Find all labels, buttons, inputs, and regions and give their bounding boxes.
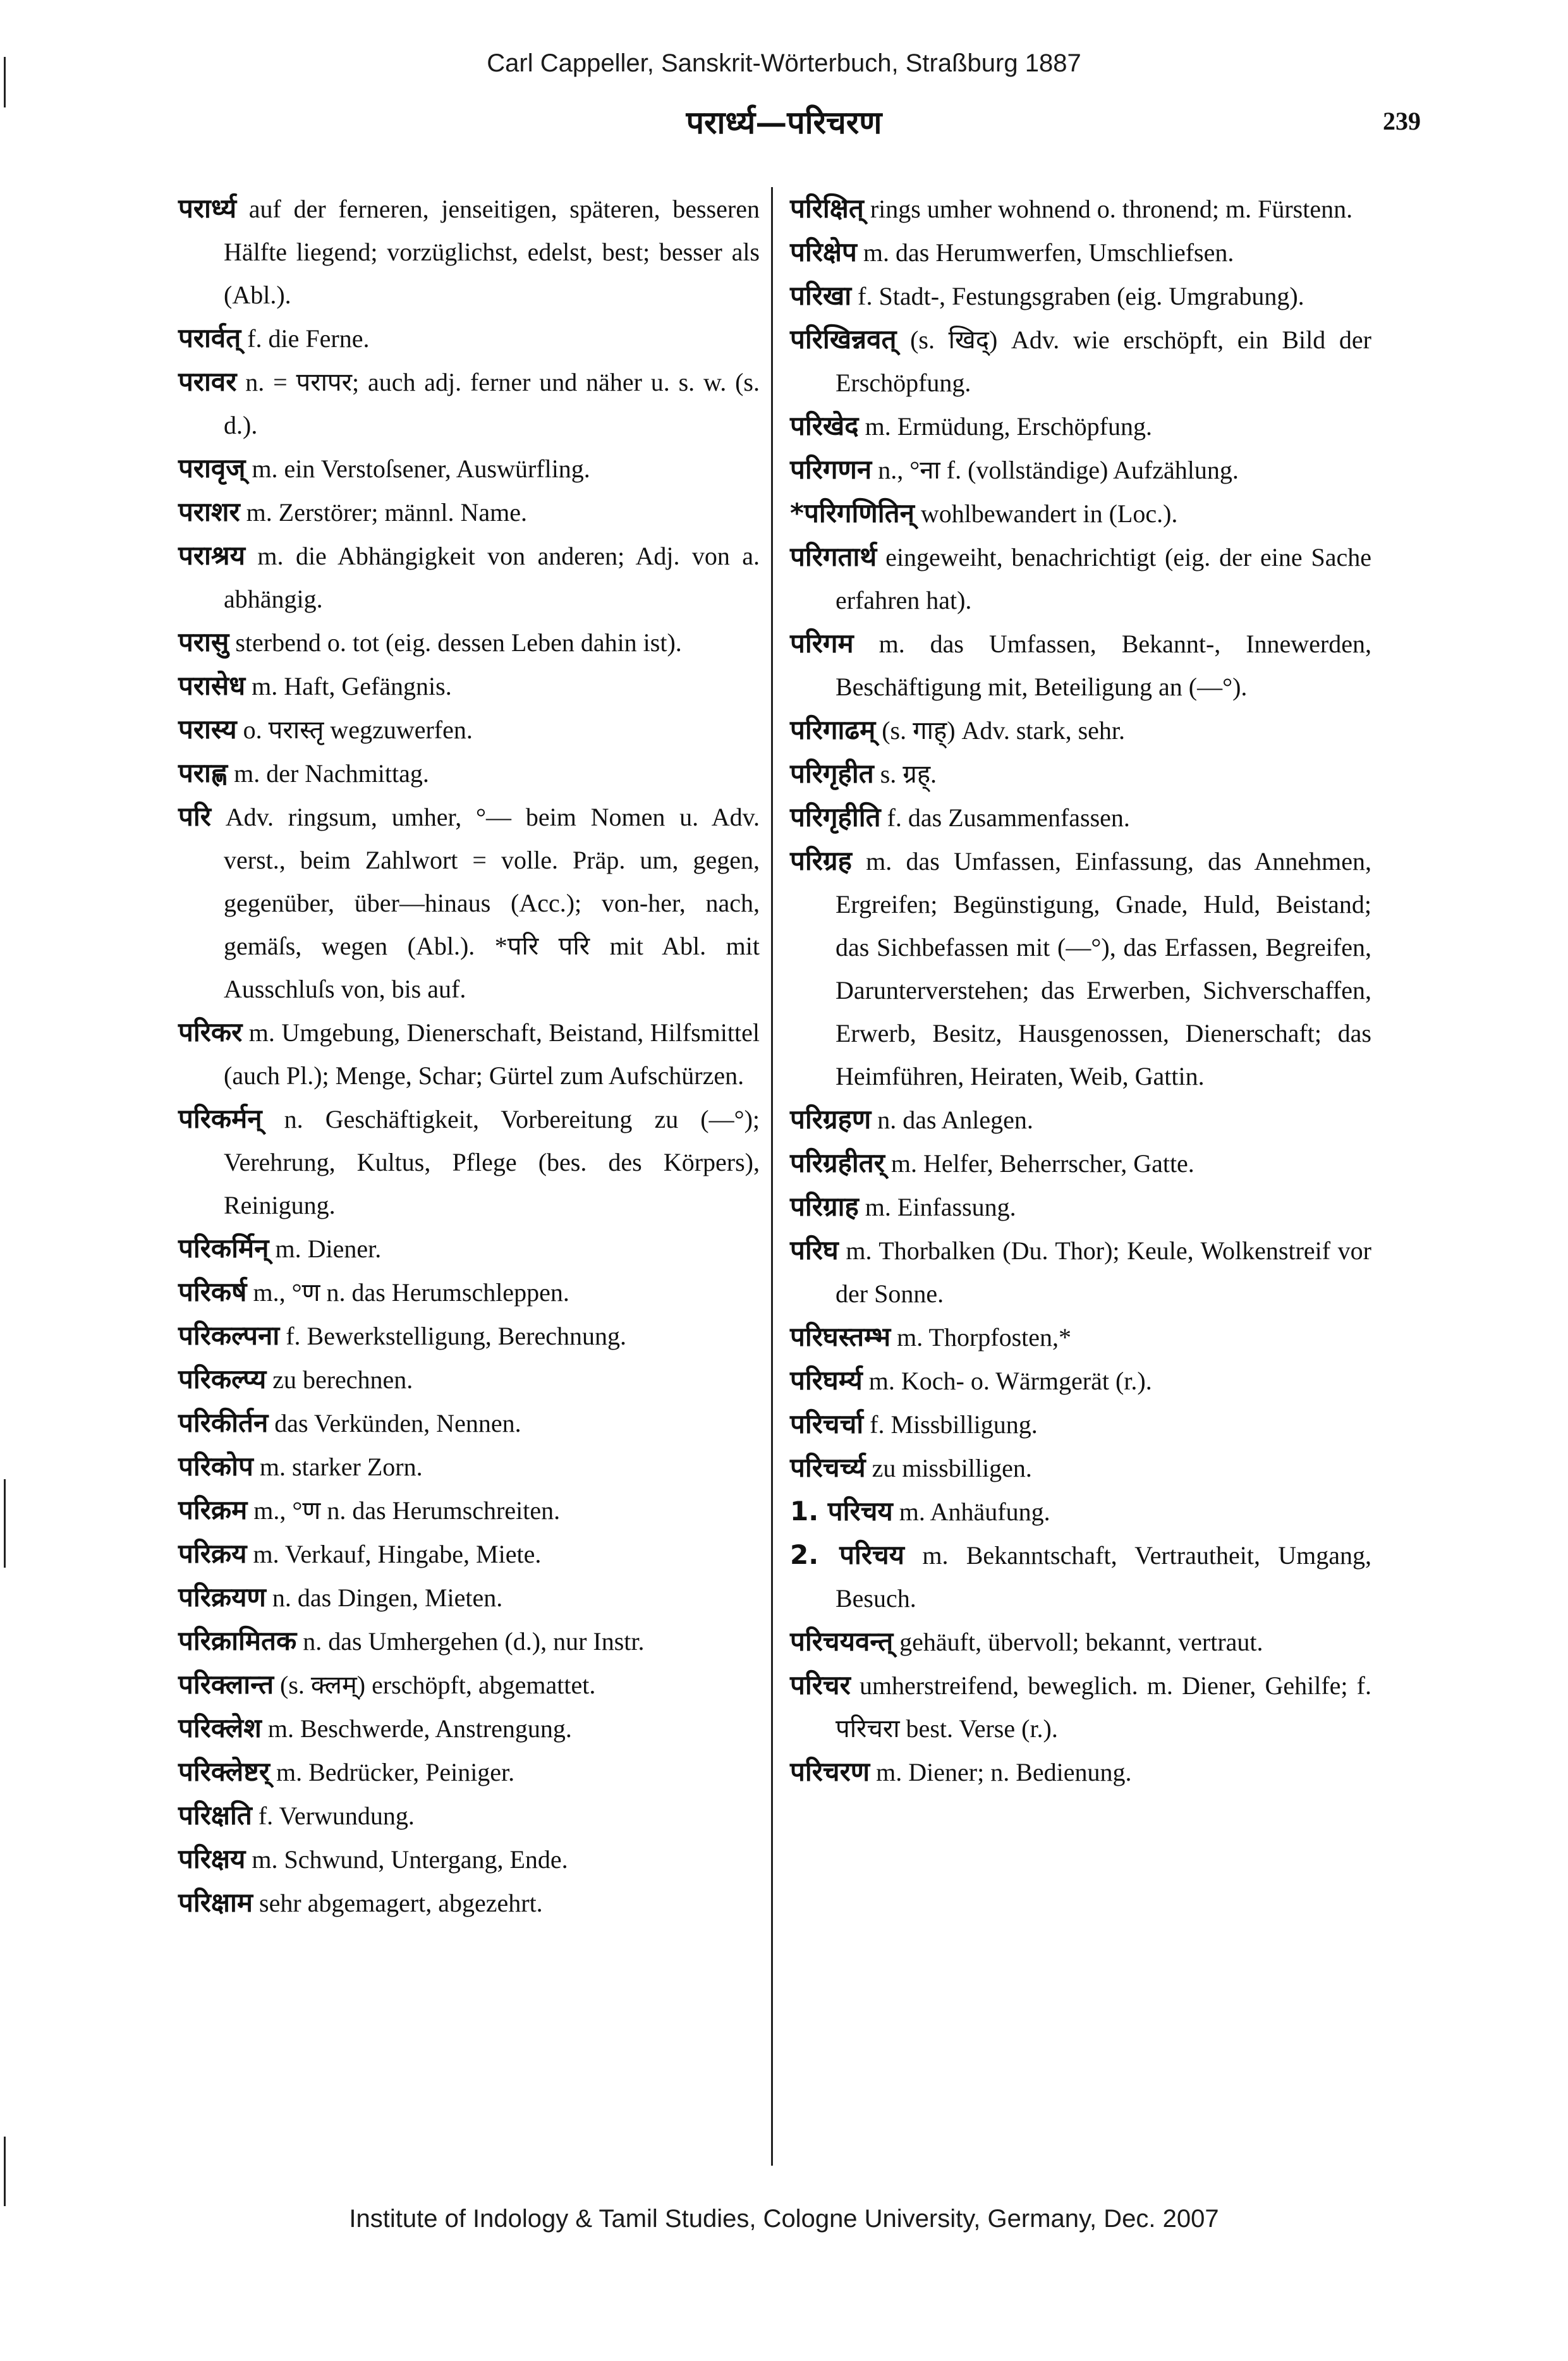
definition: eingeweiht, benachrichtigt (eig. der eine Sache erfahren hat). (836, 543, 1372, 614)
headword: पराश्रय (178, 540, 246, 571)
dictionary-entry (790, 709, 1371, 752)
dictionary-entry (178, 1401, 760, 1445)
definition: (s. खिद्) Adv. wie erschöpft, ein Bild der Erschöpfung. (836, 326, 1371, 397)
definition: m. Verkauf, Hingabe, Miete. (253, 1540, 542, 1568)
headword: परिक्षति (178, 1800, 252, 1831)
headword: परिक्लेश (178, 1712, 262, 1743)
definition: n. Geschäftigkeit, Vorbereitung zu (—°); Verehrung, Kultus, Pflege (bes. des Körpers), Reinigung. (224, 1105, 760, 1219)
headword: परिक्षित् (790, 193, 864, 224)
headword: परिगणन (790, 454, 872, 485)
dictionary-entry (178, 621, 760, 664)
definition: gehäuft, übervoll; bekannt, vertraut. (899, 1628, 1263, 1656)
dictionary-entry (790, 405, 1371, 448)
dictionary-entry (790, 1315, 1371, 1359)
headword: परिग्रहीतर् (790, 1147, 885, 1178)
headword: पराह्ण (178, 757, 228, 788)
headword: परिक्षेप (790, 236, 857, 267)
headword: परिक्लान्त (178, 1669, 274, 1700)
headword: परिक्षय (178, 1843, 246, 1874)
dictionary-entry (178, 1663, 760, 1707)
dictionary-entry (178, 1314, 760, 1358)
headword: परिक्षाम (178, 1887, 253, 1918)
definition: m., °ण n. das Herumschreiten. (253, 1496, 561, 1525)
dictionary-entry (790, 1664, 1371, 1750)
definition: m. Beschwerde, Anstrengung. (267, 1714, 572, 1743)
dictionary-entry (790, 1490, 1371, 1534)
headword: परावृज् (178, 453, 246, 484)
dictionary-entry (790, 1446, 1371, 1490)
headword: पराशर (178, 496, 240, 527)
dictionary-entry (178, 1271, 760, 1314)
running-head: परार्ध्य—परिचरण (686, 104, 882, 141)
dictionary-entry (178, 1445, 760, 1489)
dictionary-entry (178, 1838, 760, 1881)
headword: परिक्रय (178, 1538, 247, 1569)
definition: m. der Nachmittag. (234, 759, 429, 788)
headword: परावर (178, 366, 237, 397)
definition: m. Helfer, Beherrscher, Gatte. (890, 1149, 1194, 1178)
definition: n. = परापर; auch adj. ferner und näher u. s. w. (s. d.). (224, 368, 760, 439)
definition: m. Bekanntschaft, Vertrautheit, Umgang, Besuch. (836, 1541, 1371, 1613)
headword: परिकल्प्य (178, 1364, 267, 1394)
headword: परिक्रयण (178, 1582, 266, 1613)
dictionary-entry (178, 1489, 760, 1532)
dictionary-entry (178, 1707, 760, 1750)
definition: m. Bedrücker, Peiniger. (276, 1758, 515, 1786)
dictionary-entry (178, 1881, 760, 1925)
headword: परिक्रामितक (178, 1625, 297, 1656)
headword: परिगतार्थ (790, 541, 877, 572)
definition: n., °ना f. (vollständige) Aufzählung. (878, 456, 1239, 484)
headword: परिकोप (178, 1451, 253, 1482)
definition: m. Schwund, Untergang, Ende. (252, 1845, 568, 1874)
headword: परिग्राह (790, 1191, 859, 1222)
scan-edge-mark (4, 57, 6, 107)
column-divider (771, 187, 773, 2166)
scan-edge-mark (4, 2137, 6, 2206)
left-column (178, 187, 760, 1925)
headword: परिकीर्तन (178, 1407, 269, 1438)
headword: परिकर (178, 1016, 243, 1047)
definition: n. das Dingen, Mieten. (272, 1583, 503, 1612)
headword: परिकर्ष (178, 1276, 247, 1307)
definition: m. Umgebung, Dienerschaft, Beistand, Hilfsmittel (auch Pl.); Menge, Schar; Gürtel zum Aufschürzen. (224, 1018, 760, 1090)
dictionary-entry (178, 664, 760, 708)
definition: wohlbewandert in (Loc.). (920, 499, 1178, 528)
dictionary-entry (790, 1620, 1371, 1664)
headword: 1. परिचय (790, 1496, 893, 1527)
dictionary-entry (178, 534, 760, 621)
definition: m. Thorpfosten,* (897, 1323, 1072, 1351)
definition: s. ग्रह्. (880, 760, 937, 788)
headword: परिखिन्नवत् (790, 324, 897, 355)
headword: परिकल्पना (178, 1320, 280, 1351)
definition: m. das Umfassen, Einfassung, das Annehmen, Ergreifen; Begünstigung, Gnade, Huld, Beistand; das Sichbefassen mit (—°), das Erfassen, Begreifen, Darunterverstehen; das Erwerben, Sichverschaffen, Erwerb, Besitz, Hausgenossen, Dienerschaft; das Heimführen, Heiraten, Weib, Gattin. (836, 847, 1371, 1090)
definition: m. Einfassung. (865, 1193, 1016, 1221)
dictionary-entry (178, 1620, 760, 1663)
dictionary-entry (790, 1229, 1371, 1315)
headword: परिकर्मिन् (178, 1233, 269, 1264)
definition: n. das Umhergehen (d.), nur Instr. (303, 1627, 645, 1656)
definition: sterbend o. tot (eig. dessen Leben dahin ist). (235, 628, 682, 657)
definition: m. das Herumwerfen, Umschliefsen. (863, 238, 1234, 267)
headword: परार्वत् (178, 322, 241, 353)
headword: परासु (178, 626, 229, 657)
dictionary-entry (790, 839, 1371, 1098)
definition: m. ein Verstoſsener, Auswürfling. (252, 455, 590, 483)
dictionary-entry (790, 1534, 1371, 1620)
dictionary-entry (178, 187, 760, 317)
dictionary-entry (790, 1185, 1371, 1229)
headword: परार्ध्य (178, 193, 237, 224)
headword: परास्य (178, 714, 237, 745)
definition: f. Stadt-, Festungsgraben (eig. Umgrabung). (858, 282, 1304, 310)
headword: परिघ (790, 1235, 839, 1266)
dictionary-entry (790, 535, 1371, 622)
definition: m. Zerstörer; männl. Name. (246, 498, 527, 527)
dictionary-entry (178, 1532, 760, 1576)
headword: परिगम (790, 628, 854, 659)
headword: परिघर्म्य (790, 1365, 863, 1396)
dictionary-entry (178, 1358, 760, 1401)
definition: m. Haft, Gefängnis. (252, 672, 452, 700)
dictionary-entry (178, 1750, 760, 1794)
dictionary-entry (178, 360, 760, 447)
definition: rings umher wohnend o. thronend; m. Fürstenn. (870, 195, 1353, 223)
definition: o. परास्तृ wegzuwerfen. (243, 716, 473, 744)
definition: m. Diener. (275, 1235, 382, 1263)
headword: परिगृहीति (790, 802, 881, 833)
definition: Adv. ringsum, umher, °— beim Nomen u. Adv. verst., beim Zahlwort = volle. Präp. um, gegen, gegenüber, über—hinaus (Acc.); von-her, nach, gemäſs, wegen (Abl.). *परि परि mit Abl. mit Ausschluſs von, bis auf. (224, 803, 760, 1003)
scan-edge-mark (4, 1479, 6, 1568)
headword: परिचर (790, 1669, 851, 1700)
headword: परिचर्च्य (790, 1452, 866, 1483)
headword: परिगृहीत (790, 758, 874, 789)
dictionary-entry (790, 796, 1371, 839)
dictionary-entry (790, 1403, 1371, 1446)
dictionary-entry (790, 752, 1371, 796)
headword: परिचयवन्त् (790, 1626, 894, 1657)
headword: परिचरण (790, 1756, 870, 1787)
headword: परिखा (790, 280, 852, 311)
headword: परिखेद (790, 410, 859, 441)
headword: परिगाढम् (790, 714, 876, 745)
dictionary-entry (178, 1227, 760, 1271)
headword: परि (178, 801, 211, 832)
dictionary-entry (178, 752, 760, 795)
dictionary-entry (178, 317, 760, 360)
definition: m. Anhäufung. (899, 1498, 1050, 1526)
dictionary-entry (790, 1142, 1371, 1185)
definition: f. Missbilligung. (870, 1410, 1038, 1439)
definition: das Verkünden, Nennen. (274, 1409, 521, 1437)
definition: auf der ferneren, jenseitigen, späteren, besseren Hälfte liegend; vorzüglichst, edelst, best; besser als (Abl.). (224, 195, 760, 309)
dictionary-entry (790, 1098, 1371, 1142)
definition: m. Koch- o. Wärmgerät (r.). (868, 1367, 1152, 1395)
dictionary-entry (790, 448, 1371, 492)
definition: f. die Ferne. (247, 324, 370, 353)
dictionary-entry (790, 187, 1371, 231)
definition: m. Ermüdung, Erschöpfung. (865, 412, 1152, 441)
dictionary-entry (178, 491, 760, 534)
dictionary-entry (178, 1794, 760, 1838)
definition: m., °ण n. das Herumschleppen. (253, 1278, 569, 1307)
definition: n. das Anlegen. (877, 1106, 1033, 1134)
dictionary-entry (790, 492, 1371, 535)
dictionary-entry (790, 622, 1371, 709)
headword: परिग्रहण (790, 1104, 872, 1135)
dictionary-entry (178, 447, 760, 491)
page-header: Carl Cappeller, Sanskrit-Wörterbuch, Straßburg 1887 (487, 49, 1081, 77)
headword: परिघस्तम्भ (790, 1321, 891, 1352)
headword: परिक्रम (178, 1494, 248, 1525)
definition: umherstreifend, beweglich. m. Diener, Gehilfe; f. परिचरा best. Verse (r.). (836, 1671, 1372, 1743)
headword: परिग्रह (790, 845, 852, 876)
definition: (s. गाह्) Adv. stark, sehr. (882, 716, 1126, 745)
dictionary-entry (178, 1097, 760, 1227)
definition: m. Thorbalken (Du. Thor); Keule, Wolkenstreif vor der Sonne. (836, 1236, 1371, 1308)
page-number: 239 (1383, 107, 1421, 135)
dictionary-entry (790, 318, 1371, 405)
definition: m. das Umfassen, Bekannt-, Innewerden, Beschäftigung mit, Beteiligung an (—°). (836, 630, 1371, 701)
definition: m. die Abhängigkeit von anderen; Adj. von a. abhängig. (224, 542, 760, 613)
headword: परिचर्चा (790, 1408, 864, 1439)
headword: परिक्लेष्टर् (178, 1756, 270, 1787)
dictionary-entry (178, 708, 760, 752)
definition: zu berechnen. (272, 1365, 413, 1394)
headword: परिकर्मन् (178, 1103, 262, 1134)
dictionary-entry (178, 1576, 760, 1620)
page-footer: Institute of Indology & Tamil Studies, Cologne University, Germany, Dec. 2007 (349, 2205, 1219, 2233)
dictionary-entry (790, 231, 1371, 274)
headword: 2. परिचय (790, 1539, 905, 1570)
dictionary-entry (178, 1011, 760, 1097)
dictionary-entry (790, 1359, 1371, 1403)
definition: sehr abgemagert, abgezehrt. (259, 1889, 543, 1917)
definition: m. starker Zorn. (259, 1453, 423, 1481)
headword: परासेध (178, 670, 246, 701)
dictionary-entry (790, 274, 1371, 318)
definition: f. Verwundung. (258, 1802, 415, 1830)
headword: *परिगणितिन् (790, 497, 915, 528)
definition: m. Diener; n. Bedienung. (876, 1758, 1132, 1786)
definition: zu missbilligen. (872, 1454, 1032, 1482)
right-column (790, 187, 1371, 1794)
definition: f. das Zusammenfassen. (887, 803, 1130, 832)
dictionary-entry (790, 1750, 1371, 1794)
dictionary-entry (178, 795, 760, 1011)
definition: f. Bewerkstelligung, Berechnung. (286, 1322, 626, 1350)
definition: (s. क्लम्) erschöpft, abgemattet. (280, 1671, 596, 1699)
